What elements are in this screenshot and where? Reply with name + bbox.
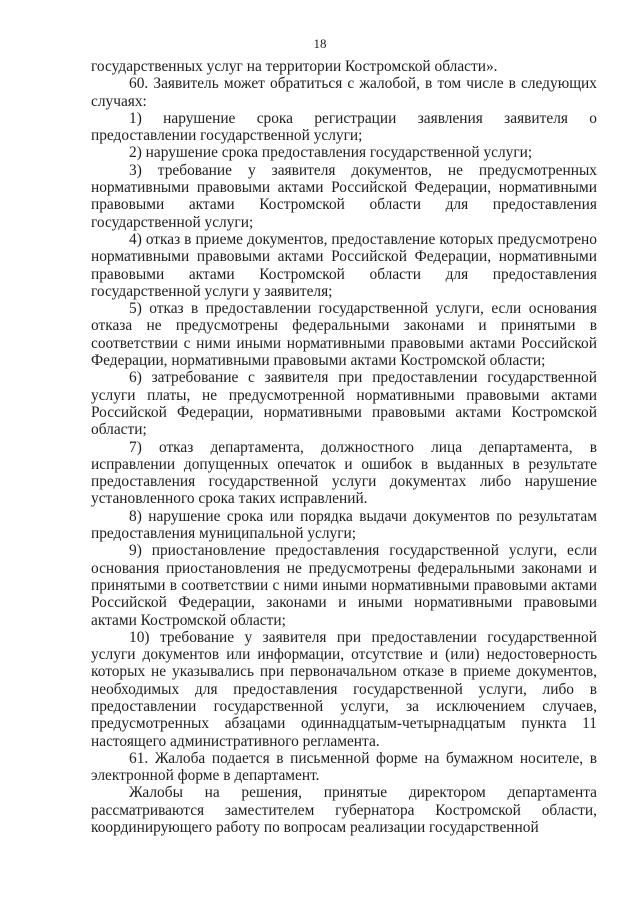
paragraph-item-2: 2) нарушение срока предоставления государственной услуги; bbox=[129, 144, 533, 162]
paragraph-item-7: 7) отказ департамента, должностного лица департамента, в исправлении допущенных опечаток и ошибок в выданных в результате предоставления государственной услуги документах либо нарушение установленного срока таких исправлений. bbox=[91, 438, 597, 508]
paragraph-clause-60: 60. Заявитель может обратиться с жалобой, в том числе в следующих случаях: bbox=[91, 75, 597, 110]
paragraph-item-9: 9) приостановление предоставления государственной услуги, если основания приостановления не предусмотрены федеральными законами и принятыми в соответствии с ними иными нормативными правовыми актами Российской Федерации, законами и иными нормативными правовыми актами Костромской области; bbox=[91, 542, 597, 629]
paragraph-item-6: 6) затребование с заявителя при предоставлении государственной услуги платы, не предусмотренной нормативными правовыми актами Российской Федерации, нормативными правовыми актами Костромской области; bbox=[91, 369, 597, 439]
paragraph-item-4: 4) отказ в приеме документов, предоставление которых предусмотрено нормативными правовыми актами Российской Федерации, нормативными правовыми актами Костромской области для предоставления государственной услуги у заявителя; bbox=[91, 230, 597, 300]
paragraph-item-3: 3) требование у заявителя документов, не предусмотренных нормативными правовыми актами Российской Федерации, нормативными правовыми актами Костромской области для предоставления государственной услуги; bbox=[91, 161, 597, 231]
paragraph-item-8: 8) нарушение срока или порядка выдачи документов по результатам предоставления муниципальной услуги; bbox=[91, 507, 597, 543]
paragraph-clause-61: 61. Жалоба подается в письменной форме на бумажном носителе, в электронной форме в департамент. bbox=[91, 749, 597, 785]
paragraph-complaints: Жалобы на решения, принятые директором департамента рассматриваются заместителем губернатора Костромской области, координирующего работу по вопросам реализации государственной bbox=[91, 784, 597, 837]
paragraph-item-10: 10) требование у заявителя при предоставлении государственной услуги документов или информации, отсутствие и (или) недостоверность которых не указывались при первоначальном отказе в приеме документов, необходимых для предоставления государственной услуги, либо в предоставлении государственной услуги, за исключением случаев, предусмотренных абзацами одиннадцатым-четырнадцатым пункта 11 настоящего административного регламента. bbox=[91, 628, 597, 750]
document-body bbox=[91, 58, 597, 836]
page-number: 18 bbox=[313, 36, 327, 51]
paragraph-continuation: государственных услуг на территории Костромской области». bbox=[91, 58, 498, 75]
paragraph-item-5: 5) отказ в предоставлении государственной услуги, если основания отказа не предусмотрены федеральными законами и принятыми в соответствии с ними иными нормативными правовыми актами Российской Федерации, нормативными правовыми актами Костромской области; bbox=[91, 300, 597, 370]
paragraph-item-1: 1) нарушение срока регистрации заявления заявителя о предоставлении государственной услуги; bbox=[91, 109, 597, 145]
